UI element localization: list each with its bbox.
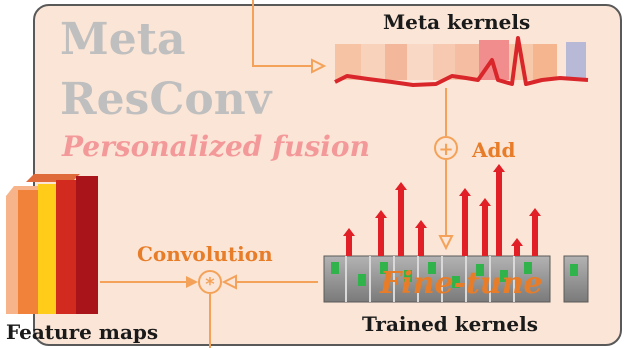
convolution-symbol: * bbox=[205, 274, 215, 295]
meta-kernels-stack bbox=[335, 38, 588, 85]
input-arrow bbox=[253, 0, 324, 72]
fine-tune-label: Fine-tune bbox=[380, 266, 543, 301]
title-line-2: ResConv bbox=[60, 74, 272, 125]
meta-kernels-label: Meta kernels bbox=[383, 10, 531, 34]
subtitle: Personalized fusion bbox=[62, 130, 370, 163]
feature-maps-stack bbox=[6, 174, 98, 314]
add-label: Add bbox=[472, 138, 516, 162]
feature-maps-label: Feature maps bbox=[6, 320, 159, 344]
add-path bbox=[440, 88, 452, 248]
title-line-1: Meta bbox=[60, 14, 186, 65]
add-symbol: + bbox=[438, 139, 454, 160]
convolution-label: Convolution bbox=[137, 242, 273, 266]
trained-kernels-label: Trained kernels bbox=[362, 312, 538, 336]
